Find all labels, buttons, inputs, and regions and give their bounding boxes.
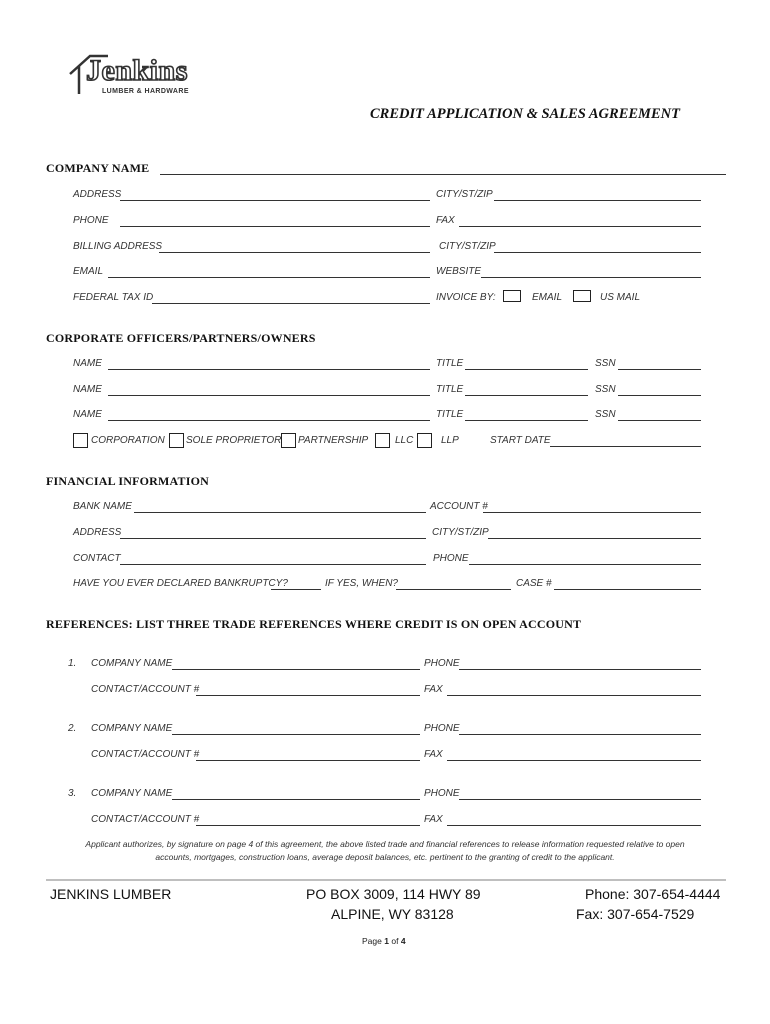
sole-proprietor-label: SOLE PROPRIETOR [186,435,282,446]
fax-label: FAX [436,215,455,226]
reference-3-phone-label: PHONE [424,788,460,799]
officer-3-name-field[interactable] [108,420,430,421]
phone-label: PHONE [73,215,109,226]
city-label: CITY/ST/ZIP [436,189,493,200]
reference-2-contact-label: CONTACT/ACCOUNT # [91,749,200,760]
officers-heading: CORPORATE OFFICERS/PARTNERS/OWNERS [46,331,316,345]
invoice-email-label: EMAIL [532,292,563,303]
reference-3-number: 3. [68,788,77,799]
officer-3-ssn-label: SSN [595,409,616,420]
footer-address-line-2: ALPINE, WY 83128 [331,906,454,922]
disclaimer-line-1: Applicant authorizes, by signature on page 4 of this agreement, the above listed trade and financial references to release information requested relative to open [85,839,685,849]
footer-phone: Phone: 307-654-4444 [585,886,721,902]
reference-1-fax-label: FAX [424,684,443,695]
reference-3-contact-field[interactable] [196,825,420,826]
footer-divider [46,879,726,881]
phone-field[interactable] [120,226,430,227]
if-yes-label: IF YES, WHEN? [325,578,398,589]
officer-2-ssn-field[interactable] [618,395,701,396]
officer-3-title-label: TITLE [436,409,464,420]
officer-3-name-label: NAME [73,409,102,420]
email-label: EMAIL [73,266,104,277]
bankruptcy-field[interactable] [271,589,321,590]
officer-3-ssn-field[interactable] [618,420,701,421]
corporation-label: CORPORATION [91,435,165,446]
bank-contact-field[interactable] [120,564,426,565]
account-field[interactable] [483,512,701,513]
website-label: WEBSITE [436,266,482,277]
reference-2-fax-label: FAX [424,749,443,760]
officer-1-name-label: NAME [73,358,102,369]
reference-3-company-field[interactable] [172,799,420,800]
case-label: CASE # [516,578,552,589]
reference-1-fax-field[interactable] [447,695,701,696]
reference-2-phone-field[interactable] [459,734,701,735]
reference-1-number: 1. [68,658,77,669]
officer-2-ssn-label: SSN [595,384,616,395]
bank-name-field[interactable] [134,512,426,513]
reference-1-contact-field[interactable] [196,695,420,696]
logo-name: Jenkins [86,54,188,87]
reference-2-number: 2. [68,723,77,734]
bank-city-field[interactable] [488,538,701,539]
company-name-heading: COMPANY NAME [46,161,150,175]
officer-1-ssn-label: SSN [595,358,616,369]
bank-phone-label: PHONE [433,553,469,564]
invoice-by-label: INVOICE BY: [436,292,496,303]
page-prefix: Page [362,936,382,946]
invoice-email-checkbox[interactable] [503,290,521,302]
page-number [362,936,406,946]
reference-2-company-field[interactable] [172,734,420,735]
bank-contact-label: CONTACT [73,553,121,564]
sole-proprietor-checkbox[interactable] [169,433,184,448]
logo-tagline: LUMBER & HARDWARE [102,88,189,95]
disclaimer-line-2: accounts, mortgages, construction loans, average deposit balances, etc. pertinent to the granting of credit to the applicant. [155,852,615,862]
address-field[interactable] [120,200,430,201]
reference-2-contact-field[interactable] [196,760,420,761]
reference-1-contact-label: CONTACT/ACCOUNT # [91,684,200,695]
reference-3-phone-field[interactable] [459,799,701,800]
llp-label: LLP [441,435,459,446]
account-label: ACCOUNT # [430,501,488,512]
officer-2-name-field[interactable] [108,395,430,396]
officer-1-title-field[interactable] [465,369,588,370]
invoice-us-mail-checkbox[interactable] [573,290,591,302]
reference-3-fax-label: FAX [424,814,443,825]
company-name-field[interactable] [160,174,726,175]
reference-2-company-label: COMPANY NAME [91,723,173,734]
logo [68,52,198,98]
page-of: of [391,936,399,946]
officer-2-name-label: NAME [73,384,102,395]
officer-1-name-field[interactable] [108,369,430,370]
corporation-checkbox[interactable] [73,433,88,448]
bank-phone-field[interactable] [469,564,701,565]
financial-heading: FINANCIAL INFORMATION [46,474,209,488]
partnership-checkbox[interactable] [281,433,296,448]
billing-address-field[interactable] [159,252,430,253]
reference-2-fax-field[interactable] [447,760,701,761]
footer-fax: Fax: 307-654-7529 [576,906,695,922]
officer-2-title-label: TITLE [436,384,464,395]
partnership-label: PARTNERSHIP [298,435,369,446]
fax-field[interactable] [459,226,701,227]
email-field[interactable] [108,277,430,278]
reference-2-phone-label: PHONE [424,723,460,734]
bank-name-label: BANK NAME [73,501,132,512]
federal-tax-id-label: FEDERAL TAX ID [73,292,154,303]
reference-1-phone-label: PHONE [424,658,460,669]
case-field[interactable] [554,589,701,590]
llp-checkbox[interactable] [417,433,432,448]
website-field[interactable] [481,277,701,278]
page-total: 4 [400,936,406,946]
officer-1-title-label: TITLE [436,358,464,369]
officer-1-ssn-field[interactable] [618,369,701,370]
llc-label: LLC [395,435,414,446]
page-current: 1 [384,936,389,946]
bankruptcy-label: HAVE YOU EVER DECLARED BANKRUPTCY? [73,578,288,589]
start-date-label: START DATE [490,435,551,446]
reference-1-company-field[interactable] [172,669,420,670]
bank-address-field[interactable] [120,538,426,539]
billing-city-label: CITY/ST/ZIP [439,241,496,252]
page-title: CREDIT APPLICATION & SALES AGREEMENT [370,106,680,122]
start-date-field[interactable] [550,446,701,447]
invoice-us-mail-label: US MAIL [600,292,641,303]
bank-city-label: CITY/ST/ZIP [432,527,489,538]
federal-tax-id-field[interactable] [152,303,430,304]
billing-city-field[interactable] [494,252,701,253]
officer-3-title-field[interactable] [465,420,588,421]
city-field[interactable] [494,200,701,201]
reference-3-company-label: COMPANY NAME [91,788,173,799]
bank-address-label: ADDRESS [73,527,122,538]
if-yes-field[interactable] [396,589,511,590]
reference-1-company-label: COMPANY NAME [91,658,173,669]
references-heading: REFERENCES: LIST THREE TRADE REFERENCES WHERE CREDIT IS ON OPEN ACCOUNT [46,617,582,631]
officer-2-title-field[interactable] [465,395,588,396]
footer-address-line-1: PO BOX 3009, 114 HWY 89 [306,886,481,902]
reference-3-contact-label: CONTACT/ACCOUNT # [91,814,200,825]
disclaimer [40,838,730,864]
reference-3-fax-field[interactable] [447,825,701,826]
footer-company: JENKINS LUMBER [50,886,172,902]
address-label: ADDRESS [73,189,122,200]
reference-1-phone-field[interactable] [459,669,701,670]
billing-address-label: BILLING ADDRESS [73,241,163,252]
llc-checkbox[interactable] [375,433,390,448]
